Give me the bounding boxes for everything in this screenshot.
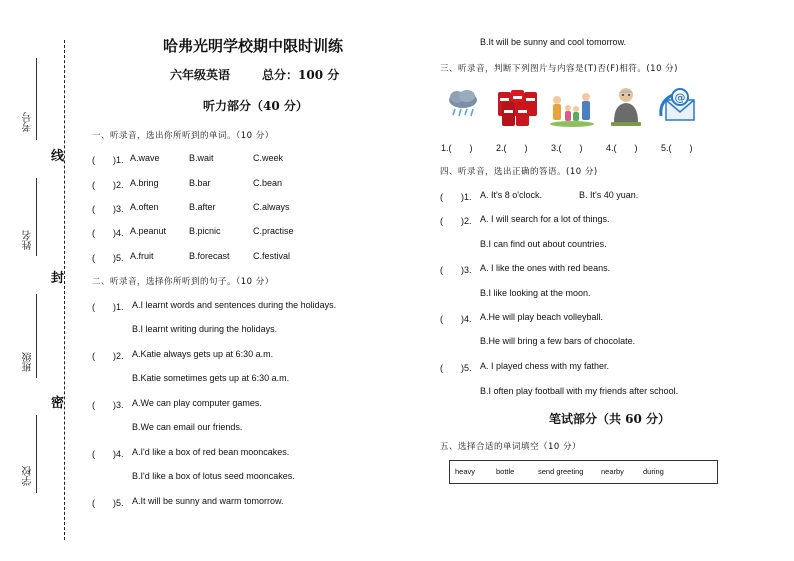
answer-blank[interactable]: 4.( )	[606, 143, 638, 153]
question-number: ( )4.	[92, 228, 124, 238]
option-a: A.peanut	[130, 226, 167, 236]
option-b: B.bar	[189, 178, 211, 188]
option-a: A.I'd like a box of red bean mooncakes.	[132, 447, 290, 457]
question-number: ( )3.	[92, 204, 124, 214]
option-a: A. I played chess with my father.	[480, 361, 610, 371]
option-a: A.fruit	[130, 251, 154, 261]
option-b: B.I like looking at the moon.	[480, 288, 591, 298]
word-bank-item: heavy	[455, 467, 476, 476]
binding-dashed-line	[64, 40, 65, 540]
family-icon	[548, 88, 596, 128]
option-c: C.week	[253, 153, 284, 163]
option-c: C.always	[253, 202, 290, 212]
question-number: ( )1.	[92, 302, 124, 312]
answer-blank[interactable]: 1.( )	[441, 143, 473, 153]
option-b: B. It's 40 yuan.	[579, 190, 639, 200]
name-blank	[36, 178, 37, 256]
seal-char-mi: 密	[51, 395, 65, 410]
listening-section-title: 听力部分（40 分）	[203, 99, 308, 113]
option-c: C.practise	[253, 226, 294, 236]
class-label: 班级	[23, 352, 34, 372]
exam-number-label: 考号	[23, 112, 34, 132]
option-a: A.He will play beach volleyball.	[480, 312, 604, 322]
svg-text:@: @	[674, 91, 686, 104]
question-number: ( )1.	[92, 155, 124, 165]
grade-subject: 六年级英语	[170, 68, 231, 82]
question-number: ( )2.	[440, 216, 472, 226]
option-a: A.bring	[130, 178, 159, 188]
school-label: 学校	[23, 466, 34, 486]
option-a: A. I like the ones with red beans.	[480, 263, 611, 273]
option-c: C.bean	[253, 178, 283, 188]
option-a: A.wave	[130, 153, 160, 163]
option-b: B.wait	[189, 153, 214, 163]
exam-number-blank	[36, 58, 37, 140]
option-b: B.We can email our friends.	[132, 422, 243, 432]
option-a: A.It will be sunny and warm tomorrow.	[132, 496, 284, 506]
option-b: B.He will bring a few bars of chocolate.	[480, 336, 636, 346]
option-b: B.I learnt writing during the holidays.	[132, 324, 278, 334]
option-a: A. It's 8 o'clock.	[480, 190, 542, 200]
seal-char-feng: 封	[51, 270, 65, 285]
name-label: 姓名	[23, 230, 34, 250]
total-score: 总分：100 分	[262, 68, 340, 82]
option-b: B.It will be sunny and cool tomorrow.	[480, 37, 627, 47]
section1-heading: 一、听录音，选出你所听到的单词。（10 分）	[92, 131, 274, 141]
option-a: A.We can play computer games.	[132, 398, 262, 408]
option-a: A.often	[130, 202, 159, 212]
question-number: ( )4.	[92, 449, 124, 459]
cola-cans-icon	[496, 86, 540, 128]
word-bank-box	[449, 460, 718, 484]
word-bank-item: during	[643, 467, 664, 476]
rain-cloud-icon	[447, 88, 479, 118]
question-number: ( )5.	[92, 498, 124, 508]
option-b: B.I can find out about countries.	[480, 239, 607, 249]
class-blank	[36, 294, 37, 378]
option-b: B.after	[189, 202, 216, 212]
word-bank-item: send greeting	[538, 467, 584, 476]
word-bank-item: nearby	[601, 467, 624, 476]
question-number: ( )1.	[440, 192, 472, 202]
elderly-man-icon	[608, 86, 644, 128]
option-b: B.picnic	[189, 226, 221, 236]
question-number: ( )5.	[92, 253, 124, 263]
section4-heading: 四、听录音，选出正确的答语。(10 分)	[440, 167, 598, 177]
answer-blank[interactable]: 2.( )	[496, 143, 528, 153]
option-a: A.I learnt words and sentences during the holidays.	[132, 300, 337, 310]
writing-section-title: 笔试部分（共 60 分）	[549, 412, 671, 426]
answer-blank[interactable]: 3.( )	[551, 143, 583, 153]
section2-heading: 二、听录音，选择你所听到的句子。（10 分）	[92, 277, 274, 287]
exam-title: 哈弗光明学校期中限时训练	[163, 37, 344, 55]
option-b: B.I often play football with my friends after school.	[480, 386, 679, 396]
question-number: ( )5.	[440, 363, 472, 373]
option-c: C.festival	[253, 251, 291, 261]
section5-heading: 五、选择合适的单词填空（10 分）	[440, 442, 582, 452]
option-a: A. I will search for a lot of things.	[480, 214, 610, 224]
option-b: B.forecast	[189, 251, 230, 261]
answer-blank[interactable]: 5.( )	[661, 143, 693, 153]
option-b: B.Katie sometimes gets up at 6:30 a.m.	[132, 373, 290, 383]
school-blank	[36, 415, 37, 493]
option-b: B.I'd like a box of lotus seed mooncakes.	[132, 471, 295, 481]
email-icon	[657, 86, 699, 128]
seal-char-xian: 线	[51, 148, 65, 163]
question-number: ( )3.	[92, 400, 124, 410]
question-number: ( )2.	[92, 351, 124, 361]
question-number: ( )2.	[92, 180, 124, 190]
word-bank-item: bottle	[496, 467, 515, 476]
section3-heading: 三、听录音，判断下列图片与内容是(T)否(F)相符。(10 分)	[440, 64, 678, 74]
option-a: A.Katie always gets up at 6:30 a.m.	[132, 349, 274, 359]
question-number: ( )4.	[440, 314, 472, 324]
question-number: ( )3.	[440, 265, 472, 275]
